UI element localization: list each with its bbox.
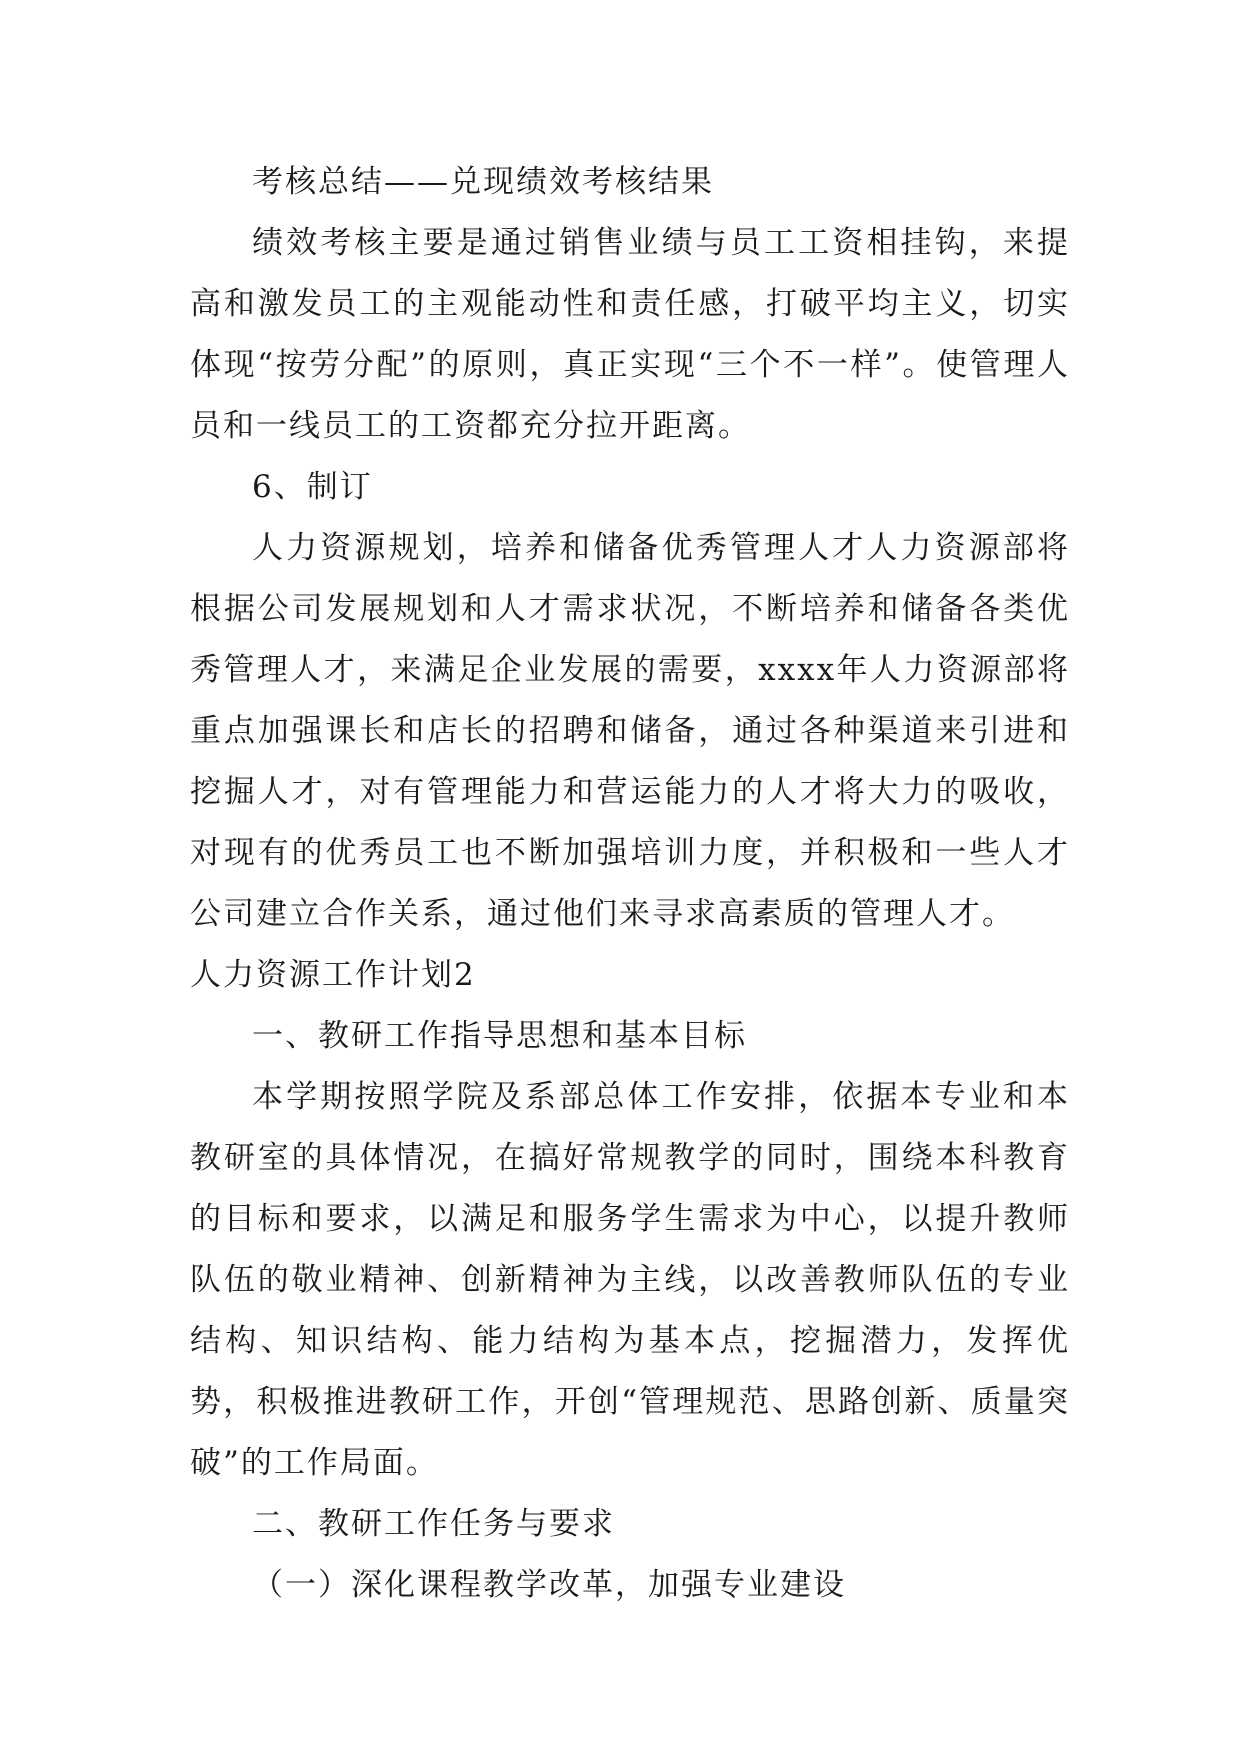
paragraph-semester-plan: 本学期按照学院及系部总体工作安排，依据本专业和本教研室的具体情况，在搞好常规教学的同时，围绕本科教育的目标和要求，以满足和服务学生需求为中心，以提升教师队伍的敬业精神、创新精神为主线，以改善教师队伍的专业结构、知识结构、能力结构为基本点，挖掘潜力，发挥优势，积极推进教研工作，开创“管理规范、思路创新、质量突破”的工作局面。 [190, 1079, 1070, 1481]
paragraph-hr-planning: 人力资源规划，培养和储备优秀管理人才人力资源部将根据公司发展规划和人才需求状况，不断培养和储备各类优秀管理人才，来满足企业发展的需要，xxxx年人力资源部将重点加强课长和店长的招聘和储备，通过各种渠道来引进和挖掘人才，对有管理能力和营运能力的人才将大力的吸收，对现有的优秀员工也不断加强培训力度，并积极和一些人才公司建立合作关系，通过他们来寻求高素质的管理人才。 [190, 530, 1070, 932]
heading-guiding-ideology: 一、教研工作指导思想和基本目标 [252, 1018, 747, 1054]
heading-deepen-reform: （一）深化课程教学改革，加强专业建设 [252, 1567, 846, 1603]
heading-tasks-requirements: 二、教研工作任务与要求 [252, 1506, 615, 1542]
section-title-hr-plan-2: 人力资源工作计划2 [190, 957, 476, 993]
paragraph-item-6-heading: 6、制订 [252, 469, 373, 505]
paragraph-performance-assessment: 绩效考核主要是通过销售业绩与员工工资相挂钩，来提高和激发员工的主观能动性和责任感，打破平均主义，切实体现“按劳分配”的原则，真正实现“三个不一样”。使管理人员和一线员工的工资都充分拉开距离。 [190, 225, 1070, 444]
document-body [190, 152, 1070, 1616]
paragraph-assessment-summary: 考核总结——兑现绩效考核结果 [252, 164, 714, 200]
